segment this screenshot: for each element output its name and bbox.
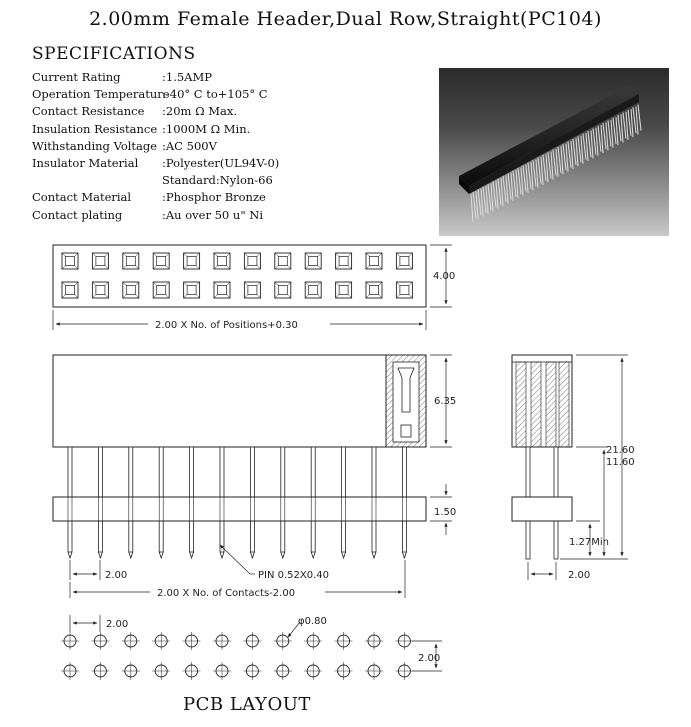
- dim-pin-spec: PIN 0.52X0.40: [258, 570, 330, 581]
- socket-hole: [187, 257, 196, 266]
- socket-hole: [157, 257, 166, 266]
- pcb-layout: [61, 615, 442, 680]
- socket-hole: [370, 257, 379, 266]
- dim-top-length: 2.00 X No. of Positions+0.30: [155, 320, 298, 331]
- socket-hole: [278, 286, 287, 295]
- socket-hole: [66, 286, 75, 295]
- page-title: 2.00mm Female Header,Dual Row,Straight(PC104): [89, 8, 602, 30]
- dim-top-height: 4.00: [433, 271, 456, 282]
- spec-value: :Phosphor Bronze: [162, 190, 266, 205]
- socket-hole: [339, 257, 348, 266]
- front-view: [53, 355, 456, 599]
- dim-min-length: 1.27Min: [569, 537, 610, 548]
- spec-label: Insulator Material: [32, 155, 139, 170]
- socket-hole: [309, 286, 318, 295]
- spec-label: Operation Temperature: [32, 87, 170, 102]
- socket-hole: [339, 286, 348, 295]
- socket-hole: [218, 257, 227, 266]
- spec-value: :20m Ω Max.: [162, 104, 238, 119]
- socket-hole: [400, 257, 409, 266]
- spec-label: Contact plating: [32, 207, 123, 222]
- spec-label: Insulation Resistance: [32, 121, 158, 136]
- dim-contacts-length: 2.00 X No. of Contacts-2.00: [157, 588, 296, 599]
- socket-hole: [66, 257, 75, 266]
- socket-hole: [96, 286, 105, 295]
- socket-hole: [96, 257, 105, 266]
- dim-pcb-pitch-x: 2.00: [106, 619, 129, 630]
- specifications-heading: SPECIFICATIONS: [32, 44, 196, 64]
- spec-value: :Au over 50 u" Ni: [162, 207, 264, 222]
- spec-value: :1000M Ω Min.: [162, 121, 251, 136]
- spec-label: Current Rating: [32, 70, 121, 84]
- socket-hole: [187, 286, 196, 295]
- spec-value: :AC 500V: [162, 138, 217, 153]
- socket-hole: [309, 257, 318, 266]
- spec-label: Withstanding Voltage: [32, 138, 158, 153]
- socket-hole: [126, 286, 135, 295]
- dim-flange-height: 1.50: [434, 507, 457, 518]
- dim-pcb-pitch-y: 2.00: [418, 653, 441, 664]
- pcb-layout-heading: PCB LAYOUT: [183, 694, 311, 715]
- dim-pin-pitch: 2.00: [105, 570, 128, 581]
- socket-hole: [370, 286, 379, 295]
- socket-hole: [248, 257, 257, 266]
- dim-body-height: 6.35: [434, 396, 457, 407]
- socket-hole: [126, 257, 135, 266]
- dim-tail-height: 11.60: [606, 457, 635, 468]
- spec-value: :1.5AMP: [162, 70, 212, 84]
- pcb-holes: [61, 632, 413, 680]
- spec-label: Contact Resistance: [32, 104, 145, 119]
- dim-pcb-hole: φ0.80: [298, 616, 327, 627]
- spec-value: :Polyester(UL94V-0): [162, 155, 280, 170]
- socket-hole: [218, 286, 227, 295]
- socket-hole: [157, 286, 166, 295]
- socket-hole: [278, 257, 287, 266]
- socket-hole: [248, 286, 257, 295]
- spec-value: Standard:Nylon-66: [162, 173, 273, 188]
- side-view: [512, 355, 635, 581]
- dim-side-pitch: 2.00: [568, 570, 591, 581]
- socket-hole: [400, 286, 409, 295]
- dim-total-height: 21.60: [606, 445, 635, 456]
- top-view-sockets: [62, 253, 412, 298]
- spec-label: Contact Material: [32, 190, 132, 205]
- top-view: [53, 245, 455, 331]
- spec-value: :-40° C to+105° C: [162, 87, 268, 102]
